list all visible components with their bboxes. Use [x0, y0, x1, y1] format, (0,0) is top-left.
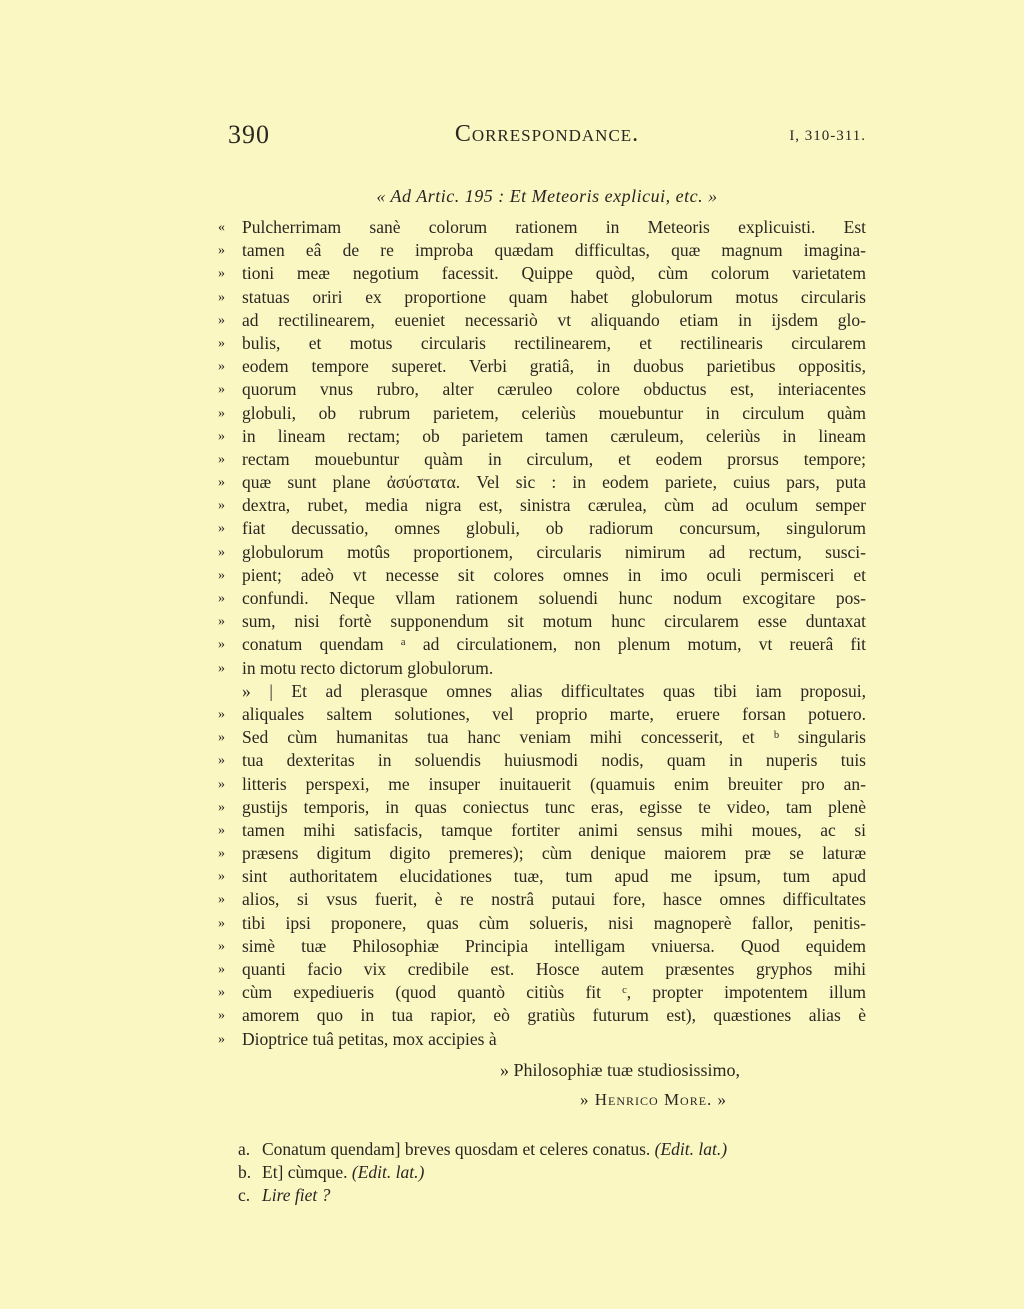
- line-text: tioni meæ negotium facessit. Quippe quòd, cùm colorum varietatem: [242, 263, 866, 284]
- line-text: Sed cùm humanitas tua hanc veniam mihi concesserit, et ᵇ singularis: [242, 727, 866, 748]
- line-text: gustijs temporis, in quas coniectus tunc eras, egisse te video, tam plenè: [242, 796, 866, 817]
- text-line: [218, 749, 866, 772]
- quote-mark: »: [218, 382, 225, 398]
- quote-mark: »: [218, 243, 225, 259]
- text-line: [218, 888, 866, 911]
- letter-body: [218, 216, 866, 1051]
- text-line: [218, 796, 866, 819]
- line-text: cùm expediueris (quod quantò citiùs fit ᶜ, propter impotentem illum: [242, 982, 866, 1003]
- text-line: [218, 564, 866, 587]
- quote-mark: »: [218, 405, 225, 421]
- quote-mark: »: [218, 846, 225, 862]
- line-text: amorem quo in tua rapior, eò gratiùs futurum est), quæstiones alias è: [242, 1005, 866, 1026]
- line-text: litteris perspexi, me insuper inuitauerit (quamuis enim breuiter pro an-: [242, 773, 866, 794]
- quote-mark: »: [218, 1031, 225, 1047]
- line-text: simè tuæ Philosophiæ Principia intelligam vniuersa. Quod equidem: [242, 935, 866, 956]
- text-line: [218, 1004, 866, 1027]
- text-line: [218, 216, 866, 239]
- text-line: [218, 1028, 866, 1051]
- text-line: [218, 842, 866, 865]
- signature-name: » Henrico More. »: [580, 1090, 728, 1109]
- quote-mark: »: [218, 799, 225, 815]
- line-text: præsens digitum digito premeres); cùm denique maiorem præ se laturæ: [242, 843, 866, 864]
- quote-mark: »: [218, 266, 225, 282]
- text-line: [218, 587, 866, 610]
- text-line: [218, 773, 866, 796]
- text-line: [218, 958, 866, 981]
- quote-mark: »: [218, 335, 225, 351]
- quote-mark: »: [218, 962, 225, 977]
- text-line: [218, 378, 866, 401]
- quote-mark: »: [218, 753, 225, 769]
- quote-mark: »: [218, 637, 225, 653]
- text-line: [218, 309, 866, 332]
- text-line: [218, 819, 866, 842]
- text-line: [218, 262, 866, 285]
- quote-mark: »: [218, 915, 225, 931]
- text-line: [218, 494, 866, 517]
- footnote-label: b.: [238, 1162, 252, 1182]
- text-line: [218, 402, 866, 425]
- text-line: [218, 680, 866, 703]
- footnote-label: c.: [238, 1185, 251, 1205]
- line-text: dextra, rubet, media nigra est, sinistra cærulea, cùm ad oculum semper: [242, 495, 866, 516]
- quote-mark: »: [218, 776, 225, 792]
- line-text: tua dexteritas in soluendis huiusmodi nodis, quam in nuperis tuis: [242, 750, 866, 771]
- text-line: [218, 239, 866, 262]
- quote-mark: »: [218, 822, 225, 838]
- quote-mark: »: [218, 567, 225, 583]
- quote-mark: »: [218, 521, 225, 537]
- quote-mark: »: [218, 730, 225, 746]
- line-text: quorum vnus rubro, alter cæruleo colore obductus est, interiacentes: [242, 379, 866, 400]
- line-text: fiat decussatio, omnes globuli, ob radiorum concursum, singulorum: [242, 518, 866, 539]
- footnote-label: a.: [238, 1139, 251, 1159]
- line-text: confundi. Neque vllam rationem soluendi hunc nodum excogitare pos-: [242, 588, 866, 608]
- text-line: [218, 286, 866, 309]
- footnote: [238, 1184, 866, 1207]
- text-line: [218, 610, 866, 633]
- line-text: tibi ipsi proponere, quas cùm solueris, nisi magnoperè fallor, penitis-: [242, 912, 866, 933]
- quote-mark: »: [218, 892, 225, 908]
- footnote: [238, 1161, 866, 1184]
- line-text: sint authoritatem elucidationes tuæ, tum apud me ipsum, tum apud: [242, 866, 866, 887]
- section-title: « Ad Artic. 195 : Et Meteoris explicui, etc. »: [376, 186, 718, 206]
- quote-mark: »: [218, 985, 225, 1001]
- quote-mark: »: [218, 359, 225, 375]
- quote-mark: »: [218, 451, 225, 467]
- line-text: eodem tempore superet. Verbi gratiâ, in duobus parietibus oppositis,: [242, 356, 866, 377]
- line-text: rectam mouebuntur quàm in circulum, et eodem prorsus tempore;: [242, 448, 866, 469]
- running-title: Correspondance.: [454, 121, 640, 147]
- quote-mark: »: [218, 289, 225, 305]
- line-text: sum, nisi fortè supponendum sit motum hunc circularem esse duntaxat: [242, 611, 866, 632]
- line-text: conatum quendam ᵃ ad circulationem, non plenum motum, vt reuerâ fit: [242, 634, 866, 655]
- line-text: in motu recto dictorum globulorum.: [242, 657, 494, 678]
- text-line: [218, 332, 866, 355]
- text-line: [218, 471, 866, 494]
- quote-mark: »: [218, 1008, 225, 1024]
- line-text: in lineam rectam; ob parietem tamen cæruleum, celeriùs in lineam: [242, 425, 866, 446]
- line-text: quanti facio vix credibile est. Hosce autem præsentes gryphos mihi: [242, 959, 866, 979]
- quote-mark: »: [218, 869, 225, 885]
- text-line: [218, 912, 866, 935]
- quote-mark: »: [218, 591, 225, 606]
- footnote-text: Et] cùmque.: [262, 1162, 348, 1182]
- line-text: Dioptrice tuâ petitas, mox accipies à: [242, 1028, 497, 1049]
- text-line: [218, 703, 866, 726]
- quote-mark: «: [218, 220, 225, 235]
- quote-mark: »: [218, 498, 225, 514]
- text-line: [218, 355, 866, 378]
- line-text: Pulcherrimam sanè colorum rationem in Meteoris explicuisti. Est: [242, 217, 866, 237]
- footnote-text: Conatum quendam] breves quosdam et celeres conatus.: [262, 1139, 651, 1159]
- text-line: [218, 633, 866, 656]
- quote-mark: »: [218, 614, 225, 630]
- quote-mark: »: [218, 312, 225, 328]
- line-text: pient; adeò vt necesse sit colores omnes in imo oculi permisceri et: [242, 564, 866, 585]
- quote-mark: »: [218, 475, 225, 491]
- quote-mark: »: [218, 938, 225, 954]
- line-text: globulorum motûs proportionem, circularis nimirum ad rectum, susci-: [242, 541, 866, 562]
- volume-reference: I, 310-311.: [789, 128, 866, 144]
- line-text: quæ sunt plane ἀσύστατα. Vel sic : in eodem pariete, cuius pars, puta: [242, 472, 866, 493]
- footnote-source: (Edit. lat.): [351, 1162, 425, 1182]
- text-line: [218, 981, 866, 1004]
- line-text: bulis, et motus circularis rectilinearem, et rectilinearis circularem: [242, 332, 866, 353]
- line-text: ad rectilinearem, eueniet necessariò vt aliquando etiam in ijsdem glo-: [242, 309, 866, 330]
- line-text: globuli, ob rubrum parietem, celeriùs mouebuntur in circulum quàm: [242, 402, 866, 423]
- text-line: [218, 726, 866, 749]
- quote-mark: »: [218, 660, 225, 676]
- text-line: [218, 541, 866, 564]
- text-line: [218, 935, 866, 958]
- text-line: [218, 425, 866, 448]
- footnote-source: Lire fiet ?: [262, 1185, 331, 1205]
- footnote: [238, 1138, 866, 1161]
- line-text: tamen eâ de re improba quædam difficultas, quæ magnum imagina-: [242, 240, 866, 261]
- footnote-source: (Edit. lat.): [654, 1139, 728, 1159]
- quote-mark: »: [218, 544, 225, 560]
- page-header: [228, 120, 866, 152]
- line-text: tamen mihi satisfacis, tamque fortiter animi sensus mihi moues, ac si: [242, 819, 866, 840]
- quote-mark: »: [218, 706, 225, 722]
- quote-mark: »: [218, 428, 225, 444]
- line-text: statuas oriri ex proportione quam habet globulorum motus circularis: [242, 286, 866, 307]
- text-line: [218, 448, 866, 471]
- line-text: alios, si vsus fuerit, è re nostrâ putaui fore, hasce omnes difficultates: [242, 889, 866, 910]
- text-line: [218, 657, 866, 680]
- text-line: [218, 517, 866, 540]
- page-number: 390: [228, 120, 270, 149]
- line-text: » | Et ad plerasque omnes alias difficultates quas tibi iam proposui,: [242, 680, 866, 701]
- line-text: aliquales saltem solutiones, vel proprio marte, eruere forsan potuero.: [242, 703, 866, 724]
- footnotes: [238, 1138, 866, 1207]
- text-line: [218, 865, 866, 888]
- signature-closing: » Philosophiæ tuæ studiosissimo,: [500, 1060, 741, 1080]
